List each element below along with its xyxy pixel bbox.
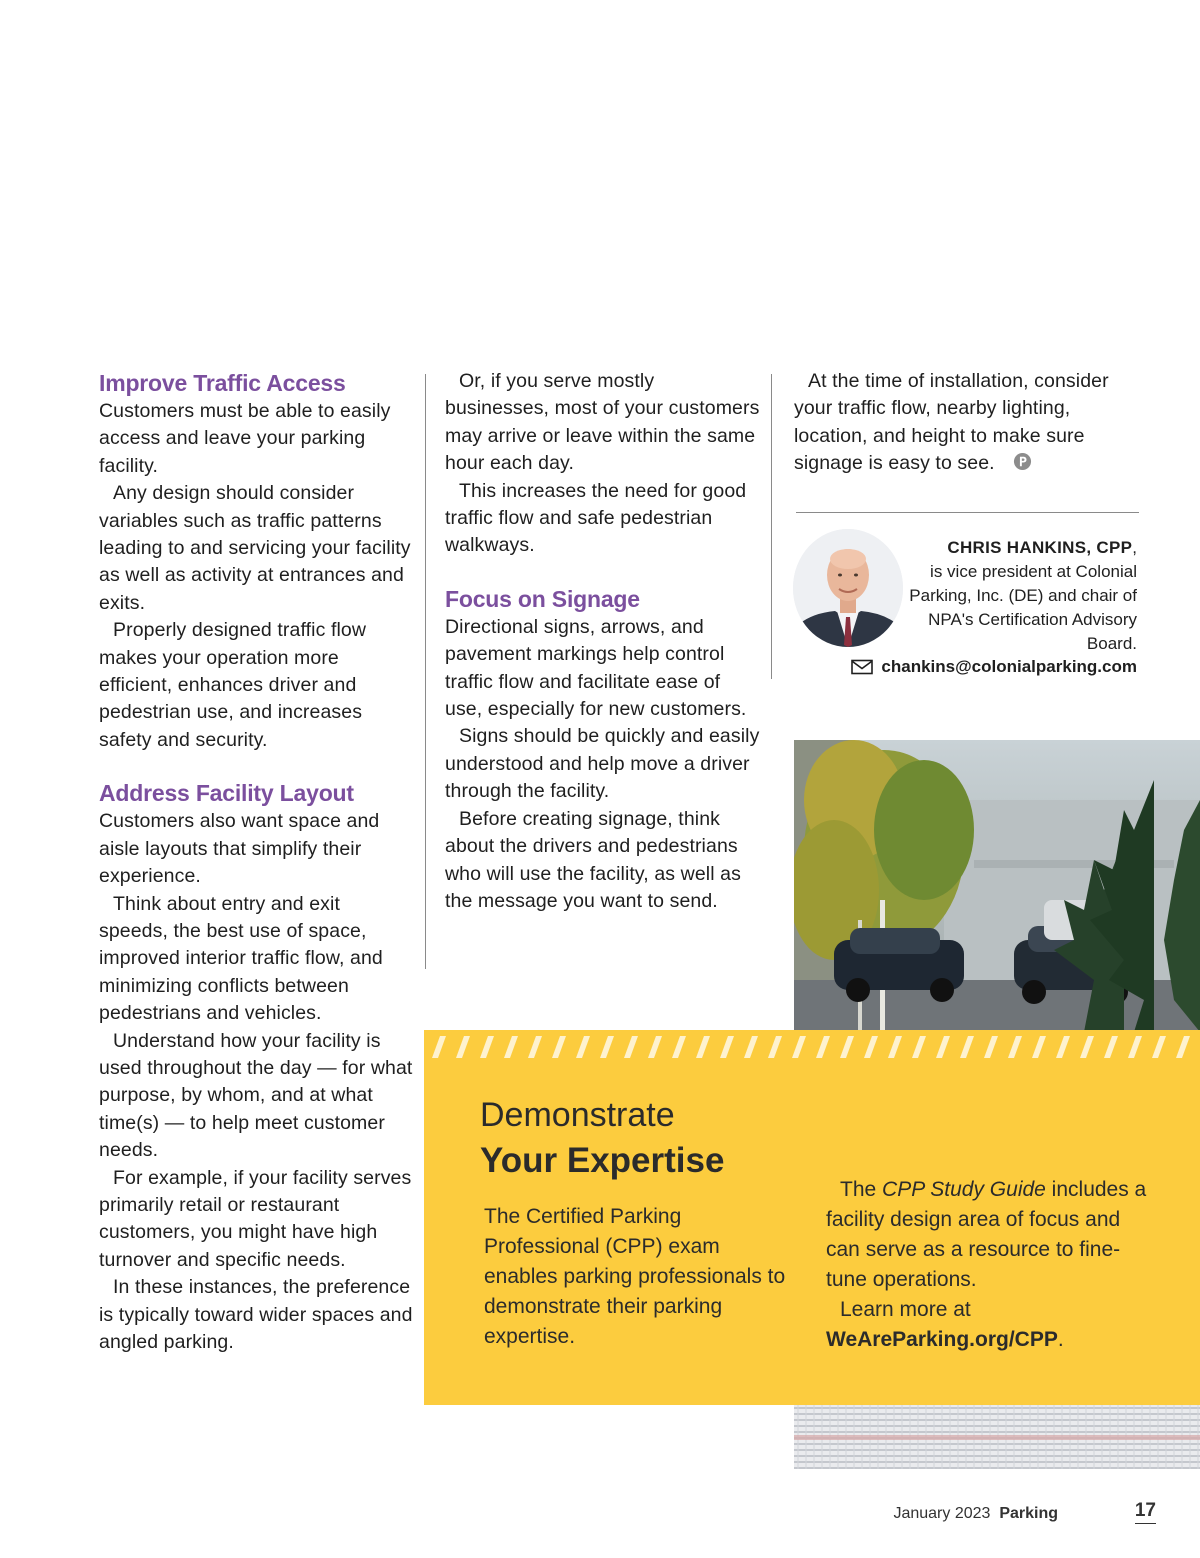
cpp-callout-box [424,1030,1200,1405]
author-email[interactable] [800,655,1137,682]
paragraph: Any design should consider variables such as traffic patterns leading to and servicing your facility as well as activity at entrances and exits. [99,482,411,614]
paragraph: This increases the need for good traffic flow and safe pedestrian walkways. [445,479,747,557]
paragraph: Understand how your facility is used throughout the day — for what purpose, by whom, and at what time(s) — to help meet customer needs. [99,1029,413,1162]
column-divider [425,374,426,969]
paragraph: Signs should be quickly and easily understood and help move a driver through the facility. [445,725,760,803]
paragraph: Customers also want space and aisle layouts that simplify their experience. [99,810,380,888]
article-column-3 [794,368,1139,480]
page-number: 17 [1135,1500,1156,1524]
author-name: CHRIS HANKINS, CPP [947,538,1133,557]
author-bio: CHRIS HANKINS, CPP, is vice president at Colonial Parking, Inc. (DE) and chair of NPA's Certification Advisory Board. [909,538,1137,653]
heading-improve-traffic-access: Improve Traffic Access [99,370,346,396]
parking-lot-photo [794,740,1200,1032]
paragraph: Think about entry and exit speeds, the best use of space, improved interior traffic flow, and minimizing conflicts between pedestrians and vehicles. [99,892,383,1025]
hazard-stripes [424,1030,1200,1064]
article-column-2 [445,368,760,915]
magazine-name: Parking [999,1505,1058,1522]
paragraph: Before creating signage, think about the drivers and pedestrians who will use the facility, as well as the message you want to send. [445,807,741,912]
paragraph: Customers must be able to easily access and leave your parking facility. [99,400,391,477]
pavement-photo [794,1405,1200,1469]
author-headshot [793,529,903,647]
callout-title: Demonstrate Your Expertise [480,1096,725,1180]
parking-p-icon [999,452,1032,479]
cpp-url-link[interactable]: WeAreParking.org/CPP [826,1328,1058,1351]
paragraph: Directional signs, arrows, and pavement markings help control traffic flow and facilitate ease of use, especially for new customers. [445,615,747,721]
page-footer [893,1500,1158,1532]
study-guide-title: CPP Study Guide [882,1178,1046,1201]
envelope-icon [851,658,873,682]
author-description: is vice president at Colonial Parking, Inc. (DE) and chair of NPA's Certification Advisory Board. [909,562,1137,653]
paragraph: For example, if your facility serves primarily retail or restaurant customers, you might have high turnover and specific needs. [99,1166,412,1271]
heading-address-facility-layout: Address Facility Layout [99,780,354,807]
callout-left-text: The Certified Parking Professional (CPP) exam enables parking professionals to demonstrate their parking expertise. [484,1205,786,1348]
email-link[interactable]: chankins@colonialparking.com [881,657,1137,676]
article-column-1 [99,368,414,1356]
paragraph: At the time of installation, consider your traffic flow, nearby lighting, location, and height to make sure signage is easy to see. [794,368,1139,480]
callout-right-text: The CPP Study Guide includes a facility design area of focus and can serve as a resource to fine-tune operations. Learn more at WeAreParking.org/CPP. [826,1178,1147,1351]
paragraph: Properly designed traffic flow makes your operation more efficient, enhances driver and pedestrian use, and increases safety and security. [99,619,367,751]
paragraph: Or, if you serve mostly businesses, most of your customers may arrive or leave within the same hour each day. [445,370,760,475]
bio-divider [796,512,1139,513]
paragraph: In these instances, the preference is typically toward wider spaces and angled parking. [99,1276,413,1353]
issue-date: January 2023 [893,1505,991,1522]
heading-focus-on-signage: Focus on Signage [445,585,640,612]
column-divider [771,374,772,679]
